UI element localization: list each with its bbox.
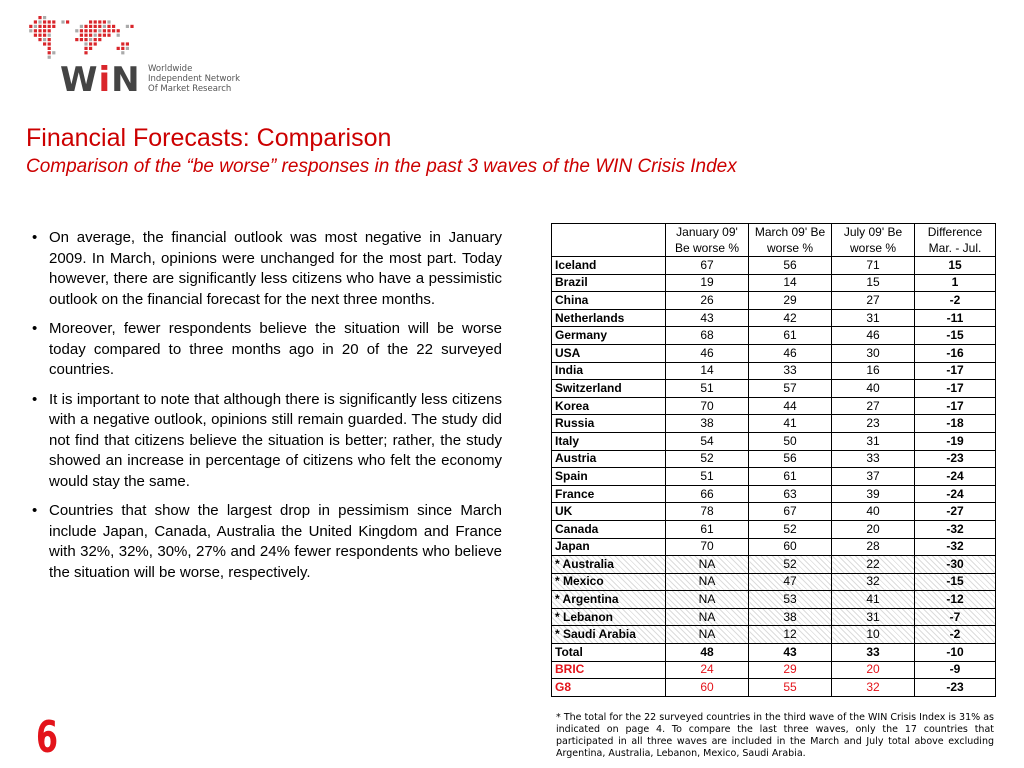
- table-row: [552, 274, 996, 292]
- january-cell: 46: [666, 344, 749, 362]
- july-cell: 33: [832, 644, 915, 662]
- july-cell: 28: [832, 538, 915, 556]
- country-cell: Korea: [552, 397, 666, 415]
- march-cell: 60: [749, 538, 832, 556]
- bullet-text: It is important to note that although there is significantly less citizens with a negative outlook, opinions still remain guarded. The study did not find that citizens believe the situation is better; rather, the study showed an increase in percentage of citizens who felt the economy would stay the same.: [49, 390, 502, 490]
- difference-cell: 1: [915, 274, 996, 292]
- july-cell: 27: [832, 292, 915, 310]
- table-row: [552, 538, 996, 556]
- january-cell: NA: [666, 591, 749, 609]
- bullet-dot-icon: •: [32, 502, 38, 519]
- march-cell: 50: [749, 432, 832, 450]
- march-cell: 57: [749, 380, 832, 398]
- july-cell: 31: [832, 432, 915, 450]
- country-cell: China: [552, 292, 666, 310]
- july-cell: 71: [832, 257, 915, 275]
- bullet-dot-icon: •: [32, 320, 38, 337]
- difference-cell: -10: [915, 644, 996, 662]
- march-cell: 41: [749, 415, 832, 433]
- country-cell: Italy: [552, 432, 666, 450]
- country-cell: BRIC: [552, 661, 666, 679]
- july-cell: 41: [832, 591, 915, 609]
- january-cell: NA: [666, 608, 749, 626]
- march-cell: 56: [749, 450, 832, 468]
- page-number: 6: [36, 712, 59, 763]
- country-cell: * Argentina: [552, 591, 666, 609]
- table-row: [552, 309, 996, 327]
- country-cell: Switzerland: [552, 380, 666, 398]
- difference-cell: -9: [915, 661, 996, 679]
- difference-cell: -2: [915, 292, 996, 310]
- january-cell: 43: [666, 309, 749, 327]
- bullet-item: [32, 501, 502, 583]
- july-cell: 27: [832, 397, 915, 415]
- bullet-text: Countries that show the largest drop in pessimism since March include Japan, Canada, Australia the United Kingdom and France with 32%, 32%, 30%, 27% and 24% fewer respondents who believe the situation will be worse, respectively.: [49, 502, 502, 581]
- march-cell: 46: [749, 344, 832, 362]
- july-cell: 39: [832, 485, 915, 503]
- bullet-text: Moreover, fewer respondents believe the situation will be worse today compared to three months ago in 20 of the 22 surveyed countries.: [49, 320, 502, 378]
- country-cell: G8: [552, 679, 666, 697]
- january-cell: 51: [666, 468, 749, 486]
- table-row: [552, 415, 996, 433]
- january-cell: 78: [666, 503, 749, 521]
- table-row: [552, 573, 996, 591]
- january-cell: NA: [666, 556, 749, 574]
- july-cell: 32: [832, 573, 915, 591]
- difference-cell: -16: [915, 344, 996, 362]
- difference-cell: -18: [915, 415, 996, 433]
- march-cell: 29: [749, 661, 832, 679]
- country-cell: USA: [552, 344, 666, 362]
- july-cell: 20: [832, 520, 915, 538]
- table-row: [552, 362, 996, 380]
- january-cell: 61: [666, 520, 749, 538]
- july-cell: 40: [832, 380, 915, 398]
- table-row: [552, 468, 996, 486]
- january-cell: 70: [666, 397, 749, 415]
- difference-cell: -27: [915, 503, 996, 521]
- header-difference: Difference Mar. - Jul.: [915, 224, 996, 257]
- difference-cell: 15: [915, 257, 996, 275]
- january-cell: 54: [666, 432, 749, 450]
- july-cell: 10: [832, 626, 915, 644]
- table-row: [552, 380, 996, 398]
- country-cell: India: [552, 362, 666, 380]
- january-cell: 68: [666, 327, 749, 345]
- table-row: [552, 626, 996, 644]
- january-cell: 67: [666, 257, 749, 275]
- table-row: [552, 644, 996, 662]
- country-cell: Total: [552, 644, 666, 662]
- difference-cell: -24: [915, 468, 996, 486]
- difference-cell: -7: [915, 608, 996, 626]
- july-cell: 46: [832, 327, 915, 345]
- january-cell: 60: [666, 679, 749, 697]
- july-cell: 23: [832, 415, 915, 433]
- march-cell: 61: [749, 327, 832, 345]
- july-cell: 31: [832, 309, 915, 327]
- country-cell: Japan: [552, 538, 666, 556]
- country-cell: * Mexico: [552, 573, 666, 591]
- table-row: [552, 520, 996, 538]
- march-cell: 38: [749, 608, 832, 626]
- logo-tagline-line: Worldwide: [148, 64, 193, 74]
- march-cell: 29: [749, 292, 832, 310]
- country-cell: Canada: [552, 520, 666, 538]
- january-cell: 66: [666, 485, 749, 503]
- country-cell: Iceland: [552, 257, 666, 275]
- logo-letter-i: i: [98, 60, 112, 100]
- difference-cell: -2: [915, 626, 996, 644]
- table-row: [552, 608, 996, 626]
- bullet-dot-icon: •: [32, 229, 38, 246]
- table-row: [552, 432, 996, 450]
- july-cell: 40: [832, 503, 915, 521]
- comparison-table: [551, 223, 996, 697]
- march-cell: 67: [749, 503, 832, 521]
- page-subtitle: Comparison of the “be worse” responses in the past 3 waves of the WIN Crisis Index: [26, 156, 737, 177]
- july-cell: 37: [832, 468, 915, 486]
- header-march: March 09' Be worse %: [749, 224, 832, 257]
- logo-tagline-line: Of Market Research: [148, 84, 232, 94]
- march-cell: 14: [749, 274, 832, 292]
- march-cell: 52: [749, 556, 832, 574]
- january-cell: 70: [666, 538, 749, 556]
- difference-cell: -17: [915, 362, 996, 380]
- page-title: Financial Forecasts: Comparison: [26, 124, 392, 152]
- difference-cell: -11: [915, 309, 996, 327]
- difference-cell: -15: [915, 573, 996, 591]
- difference-cell: -17: [915, 380, 996, 398]
- march-cell: 52: [749, 520, 832, 538]
- march-cell: 12: [749, 626, 832, 644]
- difference-cell: -19: [915, 432, 996, 450]
- table-row: [552, 503, 996, 521]
- july-cell: 16: [832, 362, 915, 380]
- bullet-dot-icon: •: [32, 390, 38, 408]
- table-row: [552, 327, 996, 345]
- table-row: [552, 450, 996, 468]
- difference-cell: -30: [915, 556, 996, 574]
- january-cell: 26: [666, 292, 749, 310]
- july-cell: 15: [832, 274, 915, 292]
- march-cell: 61: [749, 468, 832, 486]
- difference-cell: -15: [915, 327, 996, 345]
- country-cell: * Australia: [552, 556, 666, 574]
- july-cell: 31: [832, 608, 915, 626]
- march-cell: 43: [749, 644, 832, 662]
- logo-tagline: [148, 64, 240, 94]
- july-cell: 22: [832, 556, 915, 574]
- win-logo: [18, 14, 248, 100]
- difference-cell: -32: [915, 538, 996, 556]
- logo-wordmark: [60, 60, 141, 100]
- header-blank-cell: [552, 224, 666, 257]
- table-row: [552, 591, 996, 609]
- table-row: [552, 661, 996, 679]
- country-cell: * Saudi Arabia: [552, 626, 666, 644]
- table-row: [552, 556, 996, 574]
- table-header-row: [552, 224, 996, 257]
- march-cell: 56: [749, 257, 832, 275]
- header-january: January 09' Be worse %: [666, 224, 749, 257]
- table-body: [552, 257, 996, 697]
- difference-cell: -23: [915, 679, 996, 697]
- march-cell: 63: [749, 485, 832, 503]
- logo-letter-w: W: [60, 60, 99, 100]
- january-cell: 14: [666, 362, 749, 380]
- table-row: [552, 292, 996, 310]
- march-cell: 33: [749, 362, 832, 380]
- bullet-item: [32, 228, 502, 310]
- january-cell: 52: [666, 450, 749, 468]
- difference-cell: -12: [915, 591, 996, 609]
- country-cell: UK: [552, 503, 666, 521]
- difference-cell: -32: [915, 520, 996, 538]
- table-row: [552, 397, 996, 415]
- january-cell: 38: [666, 415, 749, 433]
- difference-cell: -17: [915, 397, 996, 415]
- july-cell: 33: [832, 450, 915, 468]
- bullet-text: On average, the financial outlook was most negative in January 2009. In March, opinions were unchanged for the most part. Today however, there are significantly less citizens who have a pessimistic outlook on the financial forecast for the next three months.: [49, 229, 502, 308]
- july-cell: 20: [832, 661, 915, 679]
- table-row: [552, 344, 996, 362]
- january-cell: NA: [666, 626, 749, 644]
- logo-letter-n: N: [111, 60, 141, 100]
- country-cell: Brazil: [552, 274, 666, 292]
- country-cell: Austria: [552, 450, 666, 468]
- march-cell: 44: [749, 397, 832, 415]
- january-cell: 24: [666, 661, 749, 679]
- july-cell: 32: [832, 679, 915, 697]
- january-cell: 48: [666, 644, 749, 662]
- march-cell: 42: [749, 309, 832, 327]
- country-cell: France: [552, 485, 666, 503]
- bullet-item: [32, 319, 502, 381]
- january-cell: 19: [666, 274, 749, 292]
- march-cell: 55: [749, 679, 832, 697]
- table-row: [552, 485, 996, 503]
- bullet-list: [32, 228, 502, 592]
- country-cell: Germany: [552, 327, 666, 345]
- logo-tagline-line: Independent Network: [148, 74, 241, 84]
- january-cell: 51: [666, 380, 749, 398]
- march-cell: 53: [749, 591, 832, 609]
- country-cell: Netherlands: [552, 309, 666, 327]
- march-cell: 47: [749, 573, 832, 591]
- january-cell: NA: [666, 573, 749, 591]
- country-cell: * Lebanon: [552, 608, 666, 626]
- bullet-item: [32, 390, 502, 493]
- difference-cell: -23: [915, 450, 996, 468]
- table-row: [552, 257, 996, 275]
- world-map-dots-icon: [18, 14, 148, 64]
- july-cell: 30: [832, 344, 915, 362]
- country-cell: Russia: [552, 415, 666, 433]
- country-cell: Spain: [552, 468, 666, 486]
- table-footnote: * The total for the 22 surveyed countries in the third wave of the WIN Crisis Index is 31% as indicated on page 4. To compare the last three waves, only the 17 countries that participated in all three waves are included in the March and July total above excluding Argentina, Australia, Lebanon, Mexico, Saudi Arabia.: [556, 712, 994, 759]
- table-row: [552, 679, 996, 697]
- difference-cell: -24: [915, 485, 996, 503]
- header-july: July 09' Be worse %: [832, 224, 915, 257]
